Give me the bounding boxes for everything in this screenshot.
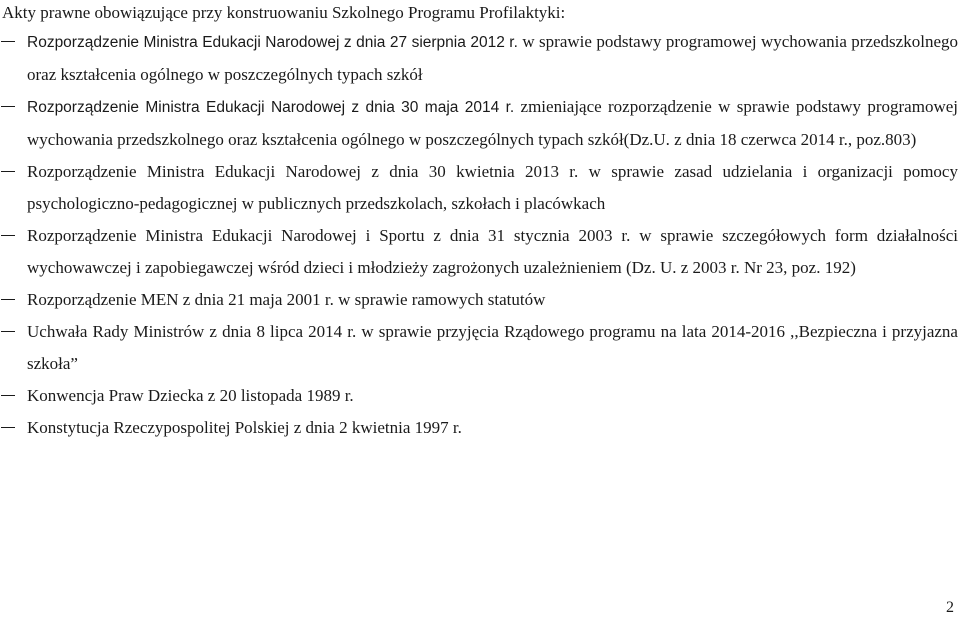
list-item	[0, 26, 960, 91]
dash-bullet-icon	[1, 171, 15, 172]
act-details: zmieniające rozporządzenie w sprawie podstawy programowej wychowania przedszkolnego oraz kształcenia ogólnego w poszczególnych typach szkół(Dz.U. z dnia 18 czerwca 2014 r., poz.803)	[27, 97, 958, 149]
act-details: w sprawie przyjęcia Rządowego programu na lata 2014-2016 ,,Bezpieczna i przyjazna szkoła”	[27, 322, 958, 373]
dash-bullet-icon	[1, 235, 15, 236]
list-item	[0, 220, 960, 284]
list-item	[0, 316, 960, 380]
act-title: Konwencja Praw Dziecka z 20 listopada 1989 r.	[27, 386, 354, 405]
list-item	[0, 412, 960, 444]
act-title: Rozporządzenie Ministra Edukacji Narodowej z dnia 30 maja 2014 r.	[27, 99, 515, 116]
act-details: w sprawie szczegółowych form działalności wychowawczej i zapobiegawczej wśród dzieci i młodzieży zagrożonych uzależnieniem (Dz. U. z 2003 r. Nr 23, poz. 192)	[27, 226, 958, 277]
act-title: Rozporządzenie Ministra Edukacji Narodowej z dnia 27 sierpnia 2012 r.	[27, 34, 518, 51]
dash-bullet-icon	[1, 106, 15, 107]
list-item	[0, 156, 960, 220]
act-title: Rozporządzenie MEN z dnia 21 maja 2001 r.	[27, 290, 334, 309]
act-details: w sprawie podstawy programowej wychowania przedszkolnego oraz kształcenia ogólnego w poszczególnych typach szkół	[27, 32, 958, 84]
dash-bullet-icon	[1, 427, 15, 428]
act-title: Rozporządzenie Ministra Edukacji Narodowej z dnia 30 kwietnia 2013 r.	[27, 162, 579, 181]
legal-acts-list	[0, 26, 960, 444]
dash-bullet-icon	[1, 41, 15, 42]
page-heading: Akty prawne obowiązujące przy konstruowaniu Szkolnego Programu Profilaktyki:	[2, 3, 566, 22]
dash-bullet-icon	[1, 395, 15, 396]
dash-bullet-icon	[1, 331, 15, 332]
act-details: w sprawie zasad udzielania i organizacji pomocy psychologiczno-pedagogicznej w publicznych przedszkolach, szkołach i placówkach	[27, 162, 958, 213]
list-item	[0, 380, 960, 412]
list-item	[0, 91, 960, 156]
list-item	[0, 284, 960, 316]
page-number: 2	[946, 599, 954, 616]
dash-bullet-icon	[1, 299, 15, 300]
act-title: Rozporządzenie Ministra Edukacji Narodowej i Sportu z dnia 31 stycznia 2003 r.	[27, 226, 631, 245]
act-title: Konstytucja Rzeczypospolitej Polskiej z dnia 2 kwietnia 1997 r.	[27, 418, 462, 437]
act-title: Uchwała Rady Ministrów z dnia 8 lipca 2014 r.	[27, 322, 357, 341]
act-details: w sprawie ramowych statutów	[333, 290, 546, 309]
